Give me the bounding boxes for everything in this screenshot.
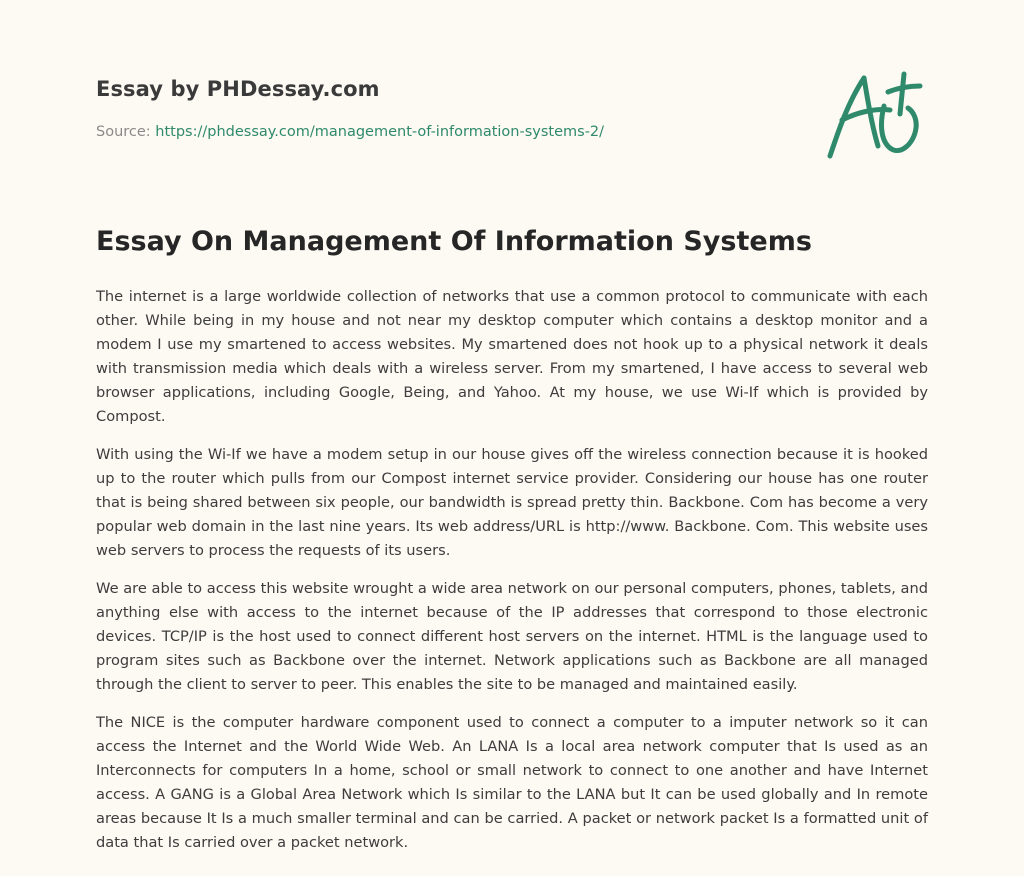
source-label: Source: — [96, 124, 151, 140]
essay-paragraph: The internet is a large worldwide collection of networks that use a common protocol to communicate with each other. While being in my house and not near my desktop computer which contains a desktop monitor and a modem I use my smartened to access websites. My smartened does not hook up to a physical network it deals with transmission media which deals with a wireless server. From my smartened, I have access to several web browser applications, including Google, Being, and Yahoo. At my house, we use Wi-If which is provided by Compost. — [96, 288, 928, 425]
essay-title: Essay On Management Of Information Systems — [96, 226, 812, 257]
page-header — [96, 0, 928, 200]
essay-paragraph: We are able to access this website wrought a wide area network on our personal computers, phones, tablets, and anything else with access to the internet because of the IP addresses that correspond to those electronic devices. TCP/IP is the host used to connect different host servers on the internet. HTML is the language used to program sites such as Backbone over the internet. Network applications such as Backbone are all managed through the client to server to peer. This enables the site to be managed and maintained easily. — [96, 580, 928, 693]
site-title: Essay by PHDessay.com — [96, 77, 380, 101]
source-line — [96, 124, 604, 140]
a-plus-grade-icon — [824, 68, 928, 164]
essay-body — [96, 285, 928, 869]
essay-paragraph: The NICE is the computer hardware component used to connect a computer to a imputer network so it can access the Internet and the World Wide Web. An LANA Is a local area network computer that Is used as an Interconnects for computers In a home, school or small network to connect to one another and have Internet access. A GANG is a Global Area Network which Is similar to the LANA but It can be used globally and In remote areas because It Is a much smaller terminal and can be carried. A packet or network packet Is a formatted unit of data that Is carried over a packet network. — [96, 714, 928, 851]
essay-paragraph: With using the Wi-If we have a modem setup in our house gives off the wireless connection because it is hooked up to the router which pulls from our Compost internet service provider. Considering our house has one router that is being shared between six people, our bandwidth is spread pretty thin. Backbone. Com has become a very popular web domain in the last nine years. Its web address/URL is http://www. Backbone. Com. This website uses web servers to process the requests of its users. — [96, 446, 928, 559]
source-link[interactable]: https://phdessay.com/management-of-information-systems-2/ — [155, 124, 605, 140]
